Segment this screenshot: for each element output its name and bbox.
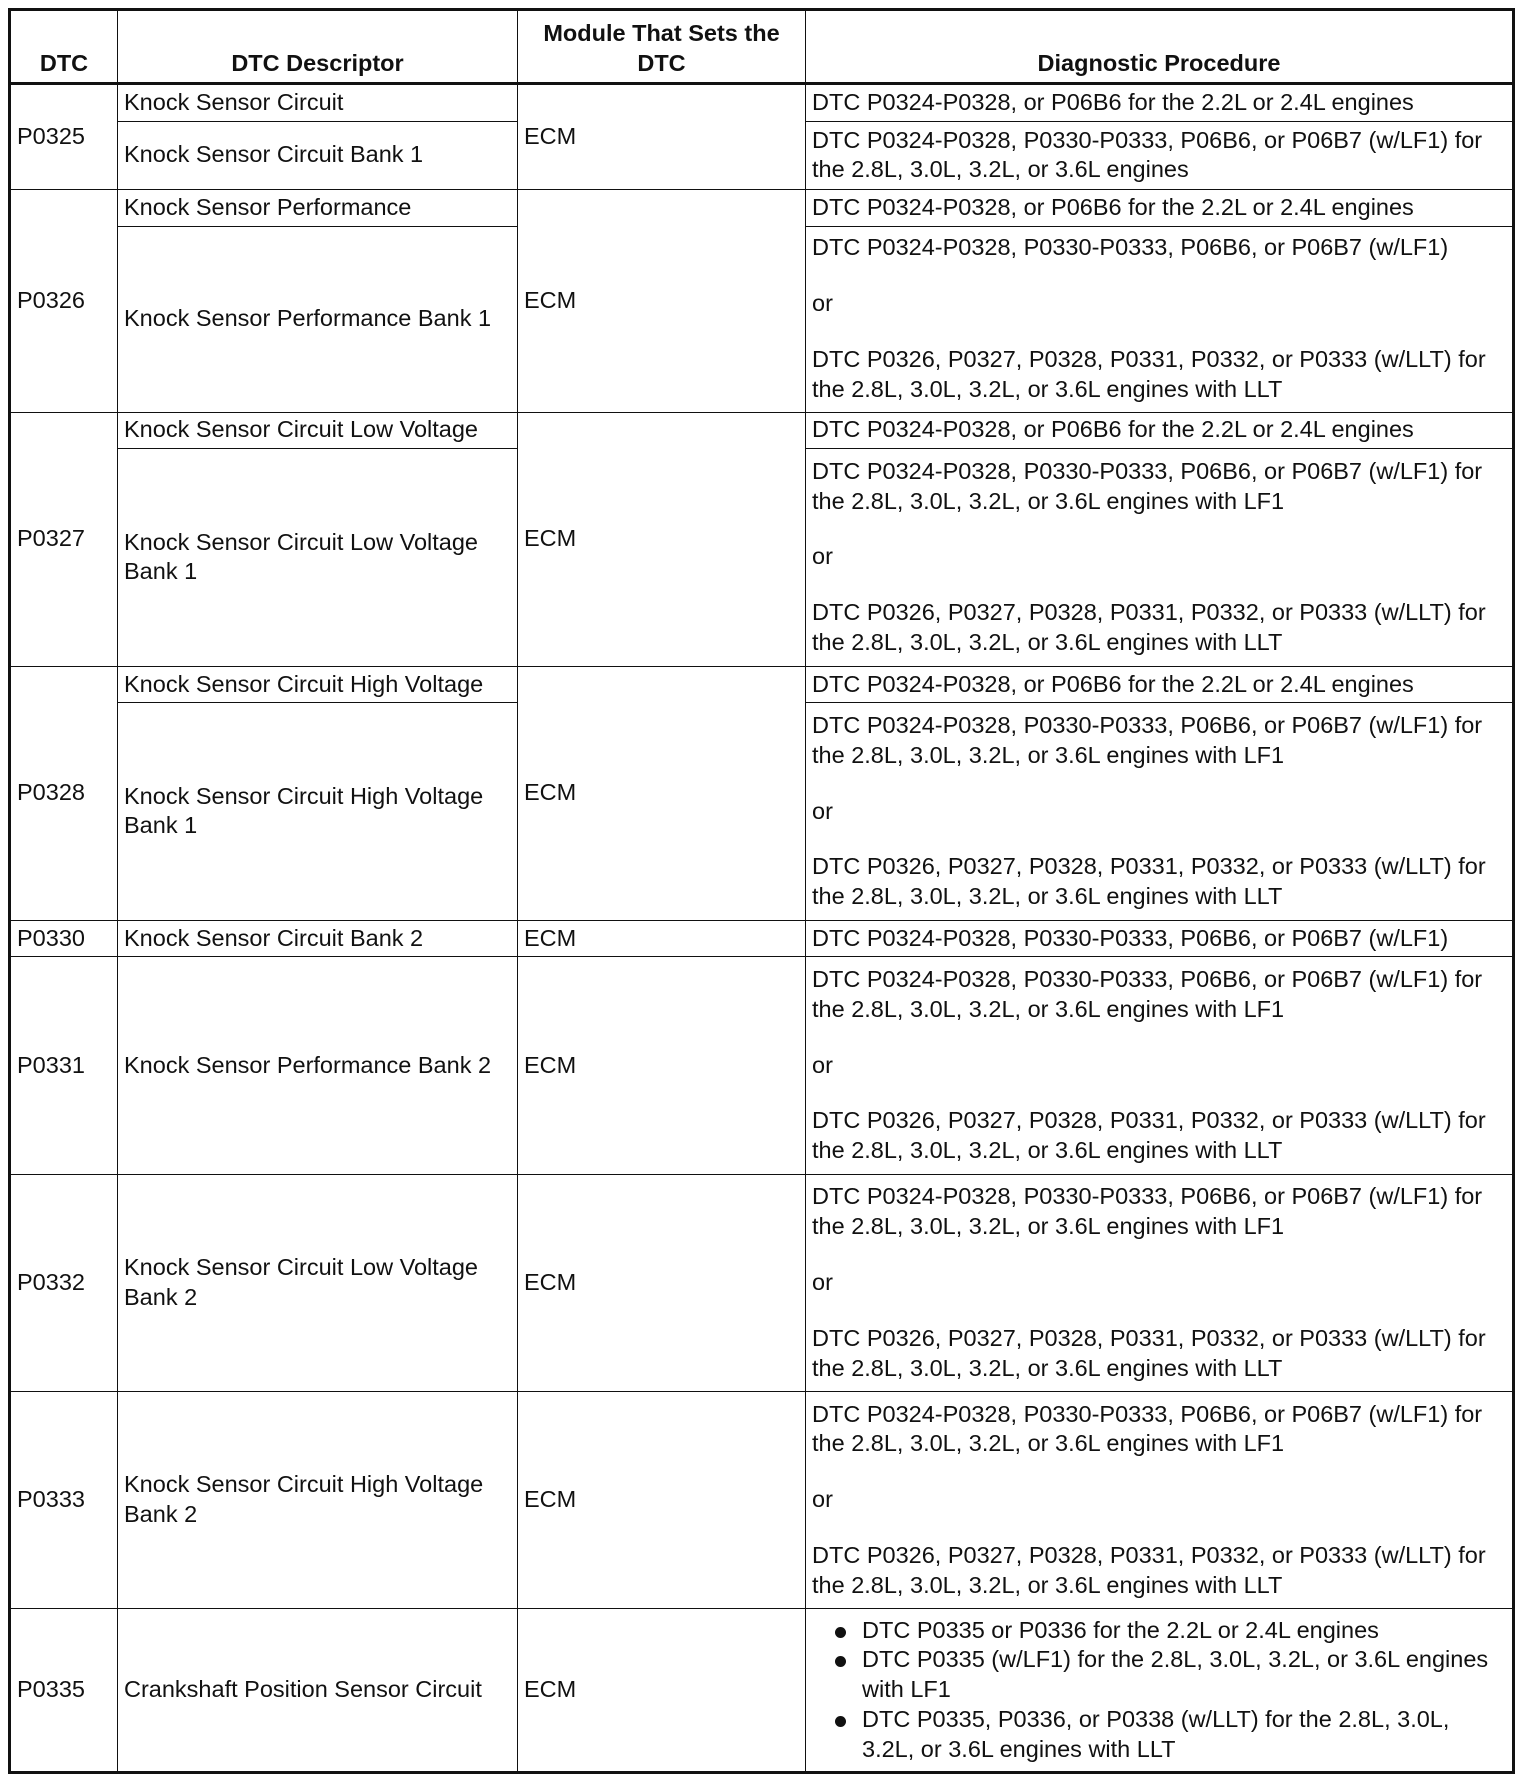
diagnostic-procedure-cell [806, 666, 1514, 703]
diagnostic-procedure-cell [806, 449, 1514, 666]
dtc-descriptor-cell: Knock Sensor Circuit High Voltage Bank 2 [118, 1392, 518, 1609]
procedure-text: DTC P0326, P0327, P0328, P0331, P0332, or P0333 (w/LLT) for the 2.8L, 3.0L, 3.2L, or 3.6L engines with LLT [812, 599, 1486, 656]
dtc-code-cell: P0328 [10, 666, 118, 920]
table-row [10, 1174, 1514, 1391]
dtc-descriptor-cell: Knock Sensor Circuit Low Voltage Bank 1 [118, 449, 518, 666]
procedure-text: DTC P0324-P0328, or P06B6 for the 2.2L or 2.4L engines [812, 88, 1414, 115]
header-procedure: Diagnostic Procedure [806, 10, 1514, 84]
procedure-text: DTC P0324-P0328, P0330-P0333, P06B6, or P06B7 (w/LF1) for the 2.8L, 3.0L, 3.2L, or 3.6L engines with LF1 [812, 1400, 1483, 1457]
procedure-text: DTC P0324-P0328, or P06B6 for the 2.2L or 2.4L engines [812, 416, 1414, 443]
dtc-descriptor-cell: Knock Sensor Circuit Low Voltage [118, 412, 518, 449]
diagnostic-procedure-cell [806, 121, 1514, 189]
table-row [10, 1609, 1514, 1773]
diagnostic-procedure-cell [806, 84, 1514, 122]
diagnostic-procedure-cell [806, 412, 1514, 449]
dtc-descriptor-cell: Crankshaft Position Sensor Circuit [118, 1609, 518, 1773]
procedure-text: DTC P0326, P0327, P0328, P0331, P0332, or P0333 (w/LLT) for the 2.8L, 3.0L, 3.2L, or 3.6L engines with LLT [812, 1324, 1486, 1381]
procedure-text: DTC P0324-P0328, P0330-P0333, P06B6, or P06B7 (w/LF1) for the 2.8L, 3.0L, 3.2L, or 3.6L engines with LF1 [812, 965, 1483, 1022]
module-cell: ECM [518, 1392, 806, 1609]
module-cell: ECM [518, 84, 806, 190]
table-header [10, 10, 1514, 84]
diagnostic-procedure-cell [806, 189, 1514, 226]
dtc-descriptor-cell: Knock Sensor Performance [118, 189, 518, 226]
procedure-text: DTC P0324-P0328, or P06B6 for the 2.2L or 2.4L engines [812, 193, 1414, 220]
procedure-text: DTC P0324-P0328, P0330-P0333, P06B6, or P06B7 (w/LF1) [812, 924, 1449, 951]
procedure-text: DTC P0324-P0328, P0330-P0333, P06B6, or P06B7 (w/LF1) for the 2.8L, 3.0L, 3.2L, or 3.6L engines [812, 126, 1483, 183]
procedure-text: DTC P0324-P0328, P0330-P0333, P06B6, or P06B7 (w/LF1) for the 2.8L, 3.0L, 3.2L, or 3.6L engines with LF1 [812, 1183, 1483, 1240]
dtc-table [8, 8, 1515, 1774]
procedure-bullet-list [812, 1616, 1506, 1765]
module-cell: ECM [518, 957, 806, 1174]
header-dtc: DTC [10, 10, 118, 84]
dtc-code-cell: P0335 [10, 1609, 118, 1773]
dtc-descriptor-cell: Knock Sensor Performance Bank 2 [118, 957, 518, 1174]
module-cell: ECM [518, 189, 806, 412]
header-module: Module That Sets the DTC [518, 10, 806, 84]
dtc-descriptor-cell: Knock Sensor Circuit High Voltage [118, 666, 518, 703]
procedure-bullet-item: DTC P0335 (w/LF1) for the 2.8L, 3.0L, 3.2L, or 3.6L engines with LF1 [862, 1645, 1506, 1705]
dtc-descriptor-cell: Knock Sensor Circuit Bank 2 [118, 920, 518, 957]
dtc-code-cell: P0330 [10, 920, 118, 957]
dtc-code-cell: P0333 [10, 1392, 118, 1609]
diagnostic-procedure-cell [806, 957, 1514, 1174]
dtc-descriptor-cell: Knock Sensor Circuit High Voltage Bank 1 [118, 703, 518, 920]
table-row [10, 189, 1514, 226]
dtc-code-cell: P0332 [10, 1174, 118, 1391]
table-row [10, 412, 1514, 449]
diagnostic-procedure-cell [806, 1609, 1514, 1773]
dtc-code-cell: P0326 [10, 189, 118, 412]
procedure-text: DTC P0326, P0327, P0328, P0331, P0332, or P0333 (w/LLT) for the 2.8L, 3.0L, 3.2L, or 3.6L engines with LLT [812, 346, 1486, 402]
procedure-bullet-item: DTC P0335 or P0336 for the 2.2L or 2.4L engines [862, 1616, 1506, 1646]
diagnostic-procedure-cell [806, 1174, 1514, 1391]
module-cell: ECM [518, 412, 806, 666]
dtc-code-cell: P0331 [10, 957, 118, 1174]
dtc-descriptor-cell: Knock Sensor Circuit Bank 1 [118, 121, 518, 189]
procedure-text: DTC P0324-P0328, P0330-P0333, P06B6, or P06B7 (w/LF1) for the 2.8L, 3.0L, 3.2L, or 3.6L engines with LF1 [812, 711, 1483, 768]
dtc-descriptor-cell: Knock Sensor Performance Bank 1 [118, 226, 518, 412]
diagnostic-procedure-cell [806, 920, 1514, 957]
procedure-text: DTC P0326, P0327, P0328, P0331, P0332, or P0333 (w/LLT) for the 2.8L, 3.0L, 3.2L, or 3.6L engines with LLT [812, 853, 1486, 910]
dtc-descriptor-cell: Knock Sensor Circuit Low Voltage Bank 2 [118, 1174, 518, 1391]
procedure-or-separator: or [812, 543, 833, 570]
dtc-code-cell: P0327 [10, 412, 118, 666]
procedure-or-separator: or [812, 290, 833, 317]
procedure-bullet-item: DTC P0335, P0336, or P0338 (w/LLT) for the 2.8L, 3.0L, 3.2L, or 3.6L engines with LLT [862, 1705, 1506, 1765]
table-row [10, 920, 1514, 957]
procedure-text: DTC P0326, P0327, P0328, P0331, P0332, or P0333 (w/LLT) for the 2.8L, 3.0L, 3.2L, or 3.6L engines with LLT [812, 1107, 1486, 1164]
procedure-text: DTC P0324-P0328, or P06B6 for the 2.2L or 2.4L engines [812, 670, 1414, 697]
table-body [10, 84, 1514, 1773]
dtc-code-cell: P0325 [10, 84, 118, 190]
procedure-text: DTC P0324-P0328, P0330-P0333, P06B6, or P06B7 (w/LF1) for the 2.8L, 3.0L, 3.2L, or 3.6L engines with LF1 [812, 457, 1483, 514]
header-descriptor: DTC Descriptor [118, 10, 518, 84]
table-row [10, 957, 1514, 1174]
header-row [10, 10, 1514, 84]
dtc-descriptor-cell: Knock Sensor Circuit [118, 84, 518, 122]
procedure-or-separator: or [812, 1051, 833, 1078]
module-cell: ECM [518, 920, 806, 957]
procedure-text: DTC P0324-P0328, P0330-P0333, P06B6, or P06B7 (w/LF1) [812, 234, 1449, 261]
diagnostic-procedure-cell [806, 1392, 1514, 1609]
diagnostic-procedure-cell [806, 226, 1514, 412]
procedure-or-separator: or [812, 1268, 833, 1295]
table-row [10, 84, 1514, 122]
procedure-text: DTC P0326, P0327, P0328, P0331, P0332, or P0333 (w/LLT) for the 2.8L, 3.0L, 3.2L, or 3.6L engines with LLT [812, 1542, 1486, 1598]
module-cell: ECM [518, 1609, 806, 1773]
procedure-or-separator: or [812, 1486, 833, 1513]
table-row [10, 1392, 1514, 1609]
module-cell: ECM [518, 666, 806, 920]
diagnostic-procedure-cell [806, 703, 1514, 920]
module-cell: ECM [518, 1174, 806, 1391]
procedure-or-separator: or [812, 797, 833, 824]
table-row [10, 666, 1514, 703]
